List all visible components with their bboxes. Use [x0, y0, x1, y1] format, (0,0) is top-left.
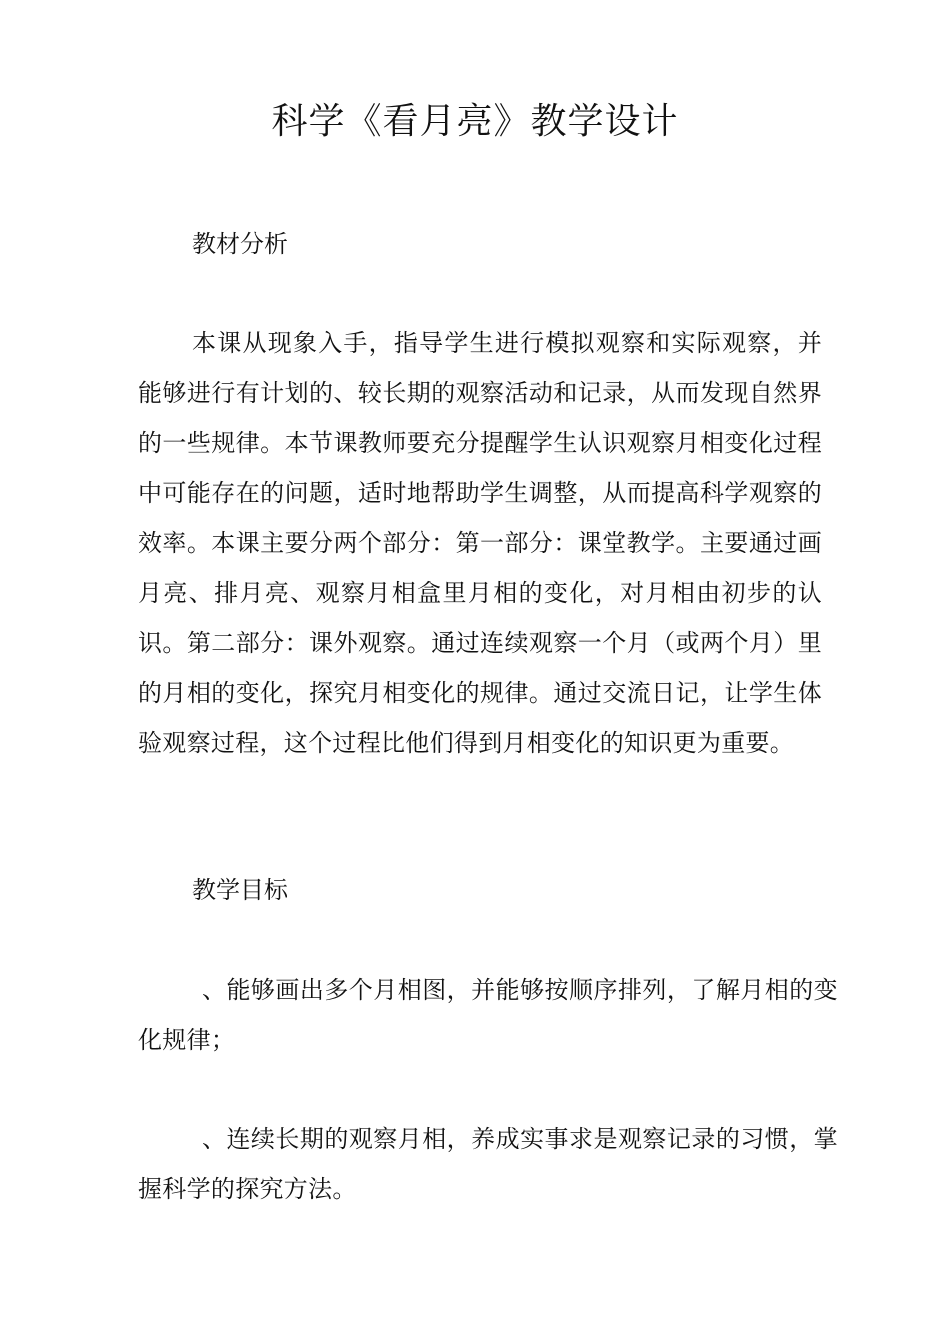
section-heading-teaching-goals: 教学目标	[192, 876, 288, 904]
teaching-goal-item-1: 、能够画出多个月相图，并能够按顺序排列，了解月相的变化规律；	[138, 976, 838, 1054]
teaching-goal-item-2: 、连续长期的观察月相，养成实事求是观察记录的习惯，掌握科学的探究方法。	[138, 1125, 838, 1203]
document-title: 科学《看月亮》教学设计	[271, 101, 679, 142]
material-analysis-paragraph: 本课从现象入手，指导学生进行模拟观察和实际观察，并能够进行有计划的、较长期的观察活动和记录，从而发现自然界的一些规律。本节课教师要充分提醒学生认识观察月相变化过程中可能存在的问题，适时地帮助学生调整，从而提高科学观察的效率。本课主要分两个部分：第一部分：课堂教学。主要通过画月亮、排月亮、观察月相盒里月相的变化，对月相由初步的认识。第二部分：课外观察。通过连续观察一个月（或两个月）里的月相的变化，探究月相变化的规律。通过交流日记，让学生体验观察过程，这个过程比他们得到月相变化的知识更为重要。	[138, 329, 822, 757]
section-heading-material-analysis: 教材分析	[192, 230, 288, 258]
